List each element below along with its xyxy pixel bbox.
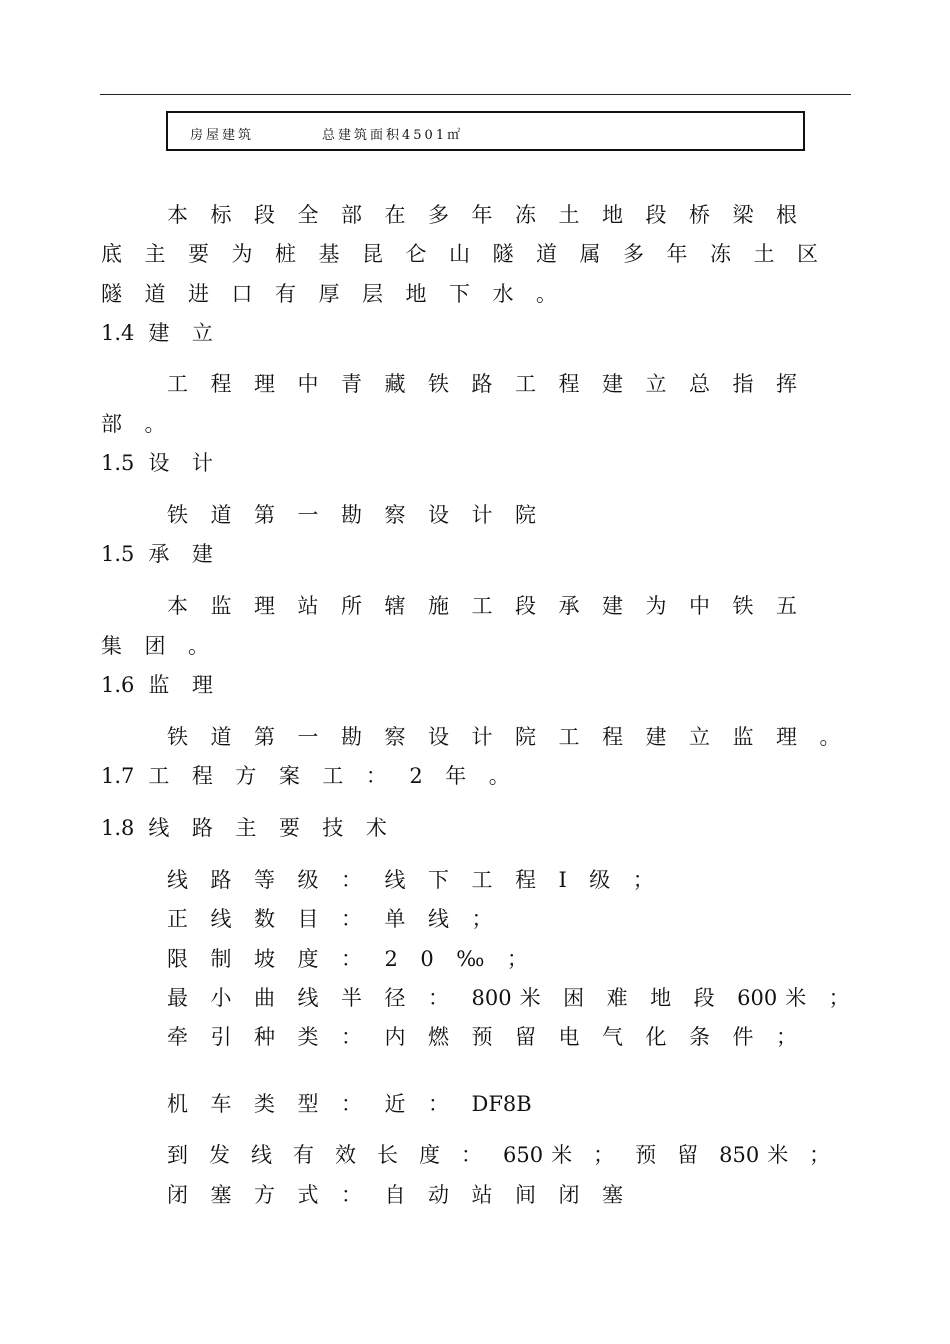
spec-value: 20‰；: [384, 947, 551, 971]
spec-value: 850: [719, 1143, 760, 1167]
spec-label: 限制坡度：: [167, 947, 385, 971]
spec-value: DF8B: [471, 1092, 532, 1116]
spec-text: 米；预留: [551, 1143, 720, 1167]
section-number: 1.5: [101, 542, 135, 566]
spec-line: 闭塞方式：自动站间闭塞: [167, 1183, 646, 1207]
section-heading-1-5b: [101, 540, 235, 568]
paragraph-line: 本监理站所辖施工段承建为中铁五: [167, 594, 820, 618]
section-title: 设计: [148, 451, 236, 475]
section-title: 工程方案工：: [148, 764, 410, 788]
section-heading-1-4: [101, 319, 235, 347]
section-heading-1-7: [101, 762, 532, 790]
spec-line: [167, 1090, 532, 1118]
section-value: 2年。: [409, 764, 533, 788]
spec-label: 最小曲线半径：: [167, 986, 472, 1010]
spec-text: 米；: [767, 1143, 852, 1167]
paragraph-line: 部。: [101, 412, 188, 436]
spec-line: 正线数目：单线；: [167, 907, 515, 931]
section-title: 线路主要技术: [148, 816, 410, 840]
section-title: 监理: [148, 673, 236, 697]
spec-label: 机车类型：近：: [167, 1092, 472, 1116]
paragraph-line: 本标段全部在多年冻土地段桥梁根: [167, 203, 820, 227]
section-heading-1-8: [101, 814, 409, 842]
paragraph-line: 铁道第一勘察设计院工程建立监理。: [167, 725, 863, 749]
spec-value: 800: [471, 986, 512, 1010]
spec-text: 米困难地段: [519, 986, 738, 1010]
spec-label: 到发线有效长度：: [167, 1143, 503, 1167]
info-table: [166, 111, 805, 151]
section-number: 1.6: [101, 673, 135, 697]
section-title: 承建: [148, 542, 236, 566]
section-number: 1.7: [101, 764, 135, 788]
paragraph-line: 隧道进口有厚层地下水。: [101, 282, 580, 306]
section-number: 1.4: [101, 321, 135, 345]
section-number: 1.8: [101, 816, 135, 840]
section-heading-1-5: [101, 449, 235, 477]
spec-line: 牵引种类：内燃预留电气化条件；: [167, 1025, 820, 1049]
table-cell-building: 房屋建筑: [190, 128, 255, 143]
section-heading-1-6: [101, 671, 235, 699]
spec-line: [167, 1141, 851, 1169]
paragraph-line: 工程理中青藏铁路工程建立总指挥: [167, 372, 820, 396]
section-number: 1.5: [101, 451, 135, 475]
spec-text: 米；: [785, 986, 873, 1010]
paragraph-line: 底主要为桩基昆仑山隧道属多年冻土区: [101, 242, 841, 266]
paragraph-line: 铁道第一勘察设计院: [167, 503, 559, 527]
spec-line: [167, 984, 872, 1012]
section-title: 建立: [148, 321, 236, 345]
table-cell-area: 总建筑面积4501㎡: [322, 128, 464, 143]
spec-value: 650: [503, 1143, 544, 1167]
spec-value: 600: [737, 986, 778, 1010]
header-rule: [100, 94, 851, 95]
paragraph-line: 集团。: [101, 634, 232, 658]
spec-line: [167, 945, 550, 973]
spec-line: 线路等级：线下工程Ⅰ级；: [167, 868, 677, 892]
